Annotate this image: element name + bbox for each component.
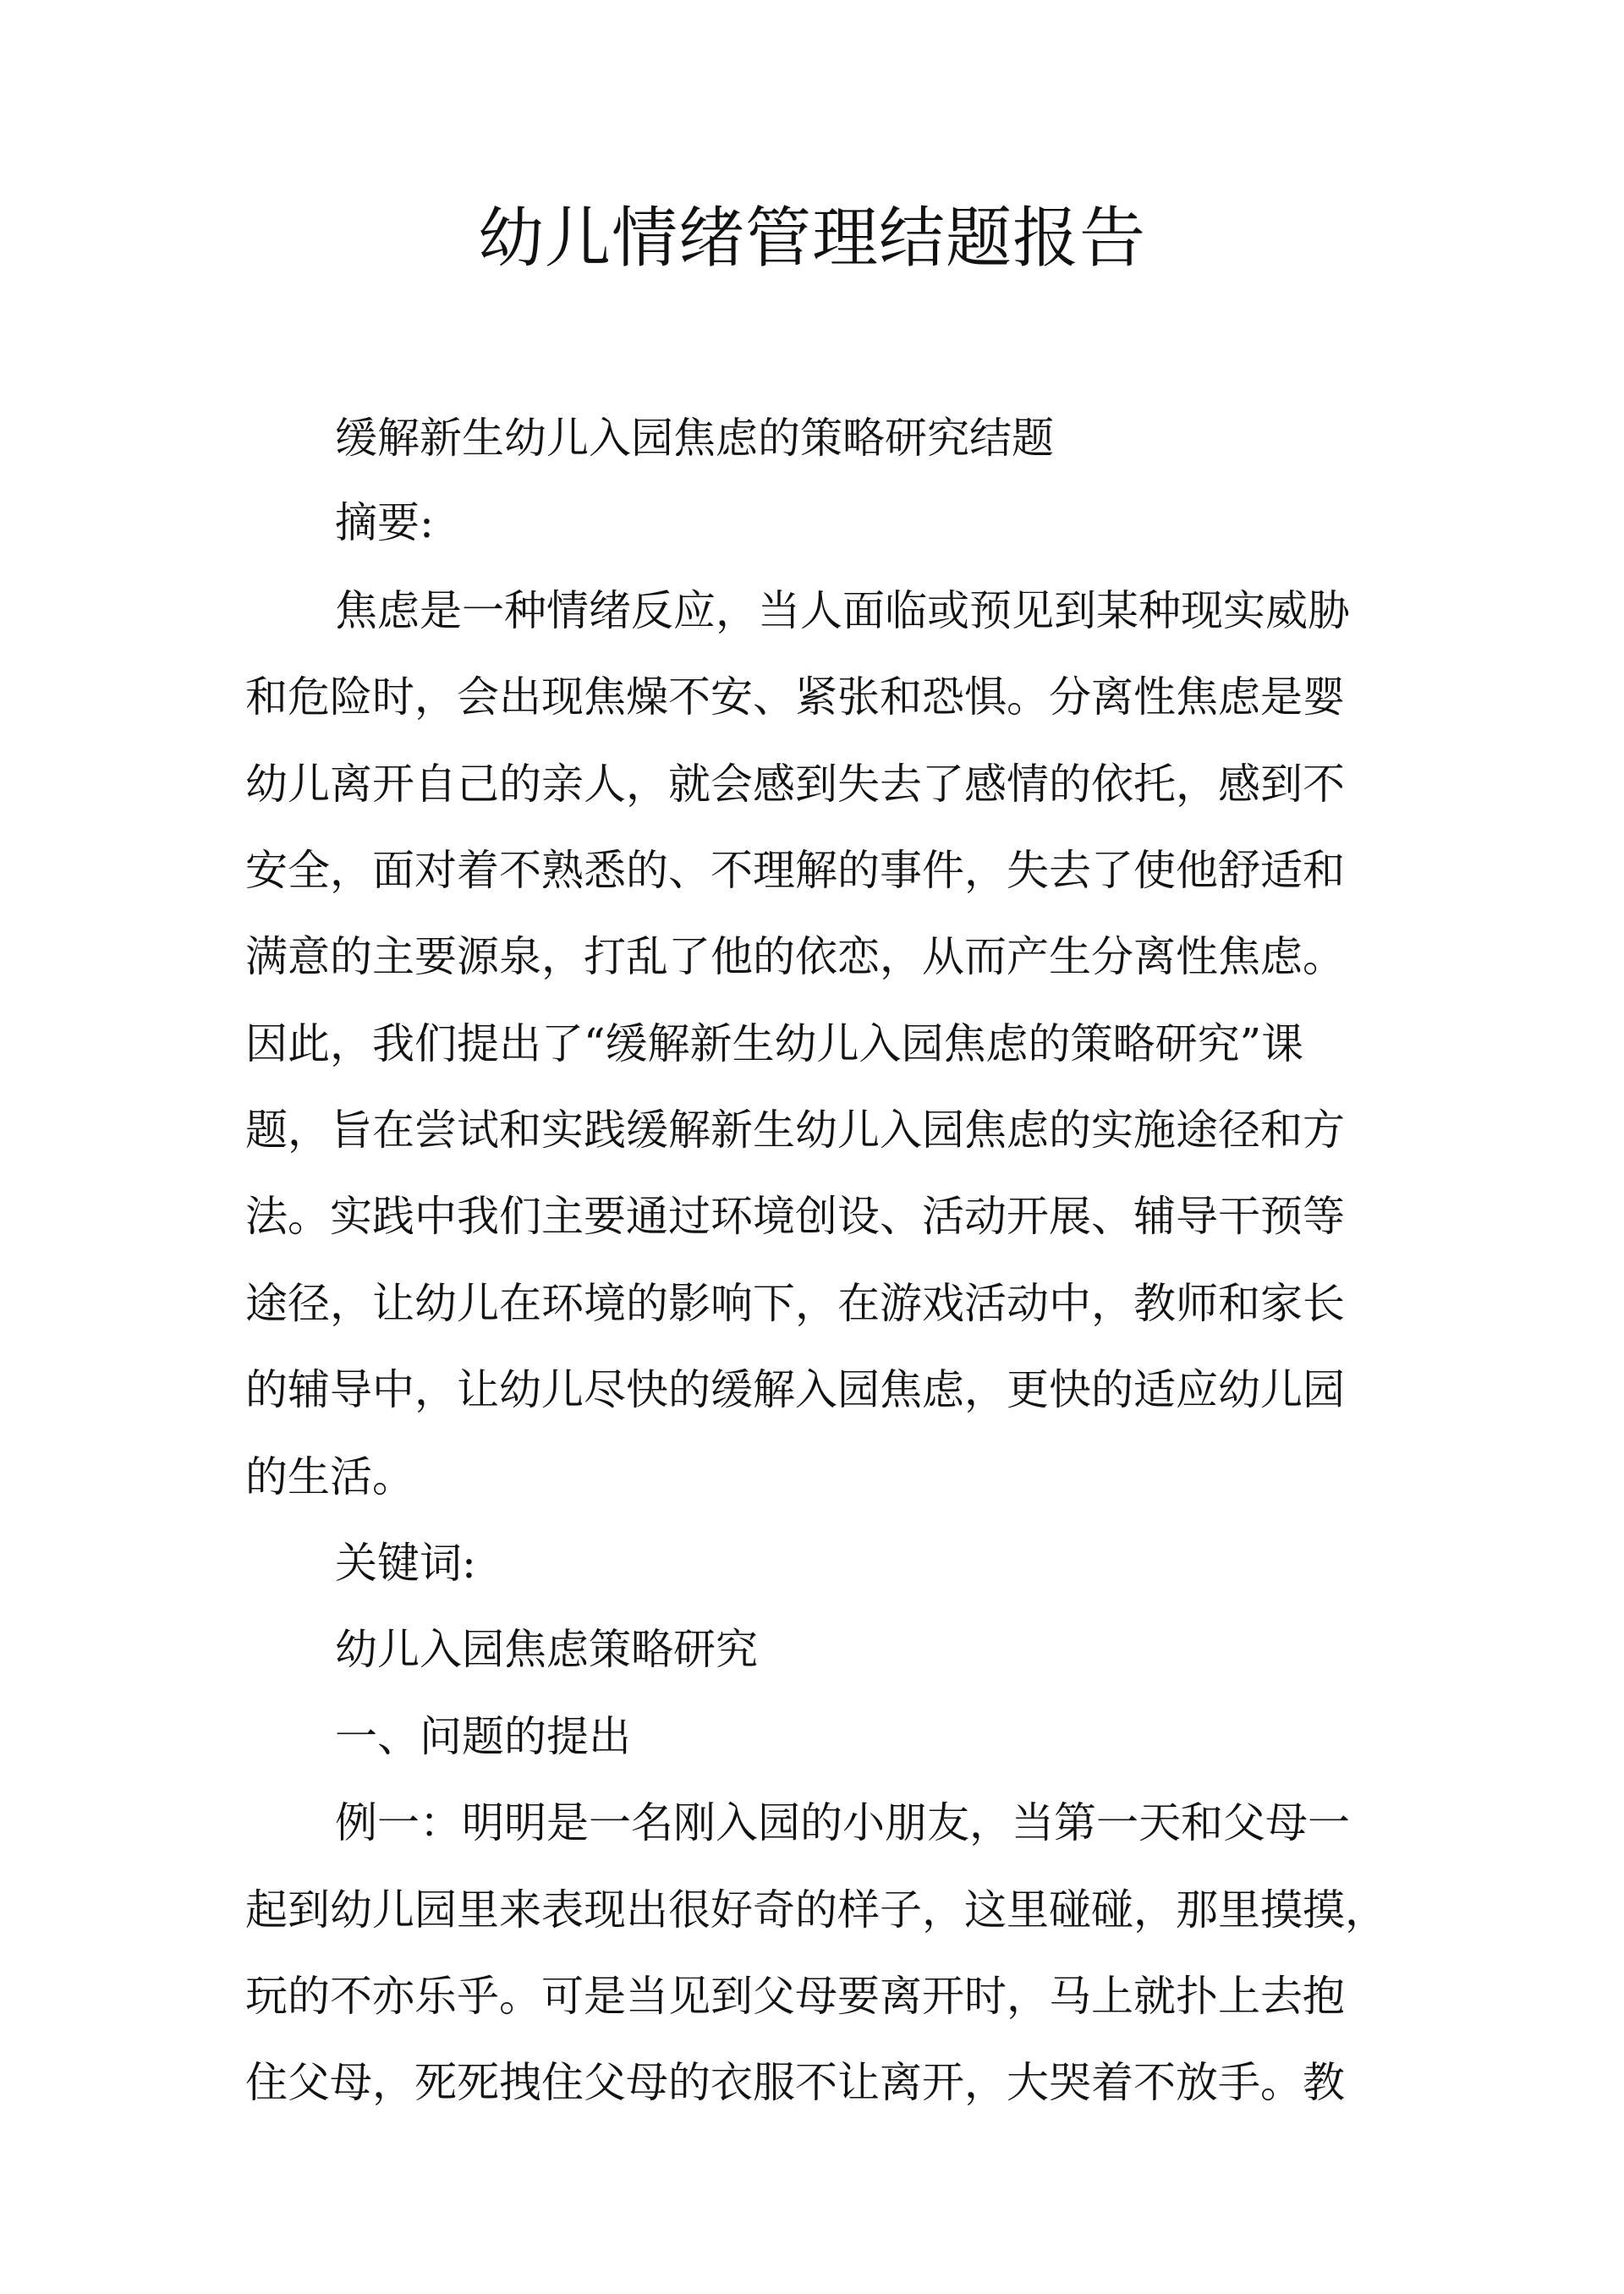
paragraph-line: 住父母，死死拽住父母的衣服不让离开，大哭着不放手。教 bbox=[245, 2058, 1345, 2107]
paragraph-line: 的辅导中，让幼儿尽快的缓解入园焦虑，更快的适应幼儿园 bbox=[245, 1365, 1345, 1414]
keywords-heading: 关键词: bbox=[335, 1539, 476, 1588]
paragraph-line: 的生活。 bbox=[245, 1452, 414, 1501]
paragraph-line: 法。实践中我们主要通过环境创设、活动开展、辅导干预等 bbox=[245, 1192, 1345, 1241]
paragraph-line: 因此，我们提出了“缓解新生幼儿入园焦虑的策略研究”课 bbox=[245, 1019, 1304, 1068]
paragraph-line: 例一：明明是一名刚入园的小朋友，当第一天和父母一 bbox=[335, 1798, 1350, 1847]
paragraph-line: 和危险时，会出现焦燥不安、紧张和恐惧。分离性焦虑是婴 bbox=[245, 672, 1345, 722]
paragraph-line: 起到幼儿园里来表现出很好奇的样子，这里碰碰，那里摸摸， bbox=[245, 1885, 1387, 1935]
section-heading: 一、问题的提出 bbox=[335, 1712, 631, 1761]
paragraph-line: 焦虑是一种情绪反应，当人面临或预见到某种现实威胁 bbox=[335, 586, 1350, 635]
paragraph-line: 幼儿离开自己的亲人，就会感到失去了感情的依托，感到不 bbox=[245, 760, 1345, 809]
paragraph-line: 玩的不亦乐乎。可是当见到父母要离开时，马上就扑上去抱 bbox=[245, 1972, 1345, 2021]
abstract-heading: 摘要: bbox=[335, 498, 434, 547]
keywords-text: 幼儿入园焦虑策略研究 bbox=[335, 1625, 758, 1674]
paragraph-line: 满意的主要源泉，打乱了他的依恋，从而产生分离性焦虑。 bbox=[245, 932, 1345, 981]
paragraph-line: 题，旨在尝试和实践缓解新生幼儿入园焦虑的实施途径和方 bbox=[245, 1106, 1345, 1155]
paragraph-line: 途径，让幼儿在环境的影响下，在游戏活动中，教师和家长 bbox=[245, 1279, 1345, 1328]
document-title: 幼儿情绪管理结题报告 bbox=[477, 200, 1146, 277]
subtitle-line: 缓解新生幼儿入园焦虑的策略研究结题 bbox=[335, 414, 1054, 463]
paragraph-line: 安全，面对着不熟悉的、不理解的事件，失去了使他舒适和 bbox=[245, 846, 1345, 895]
